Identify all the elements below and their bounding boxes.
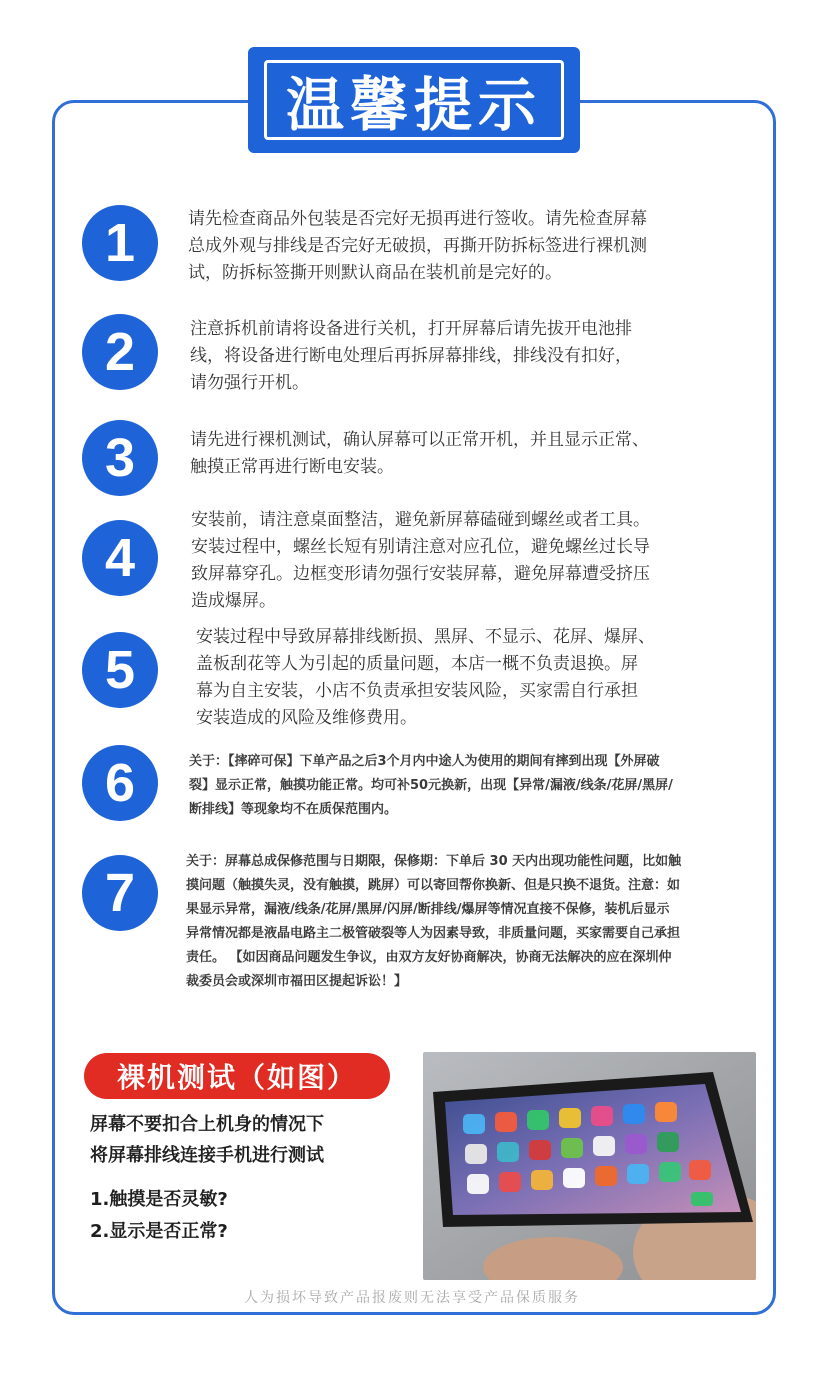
step-4-line: 安装前，请注意桌面整洁，避免新屏幕磕碰到螺丝或者工具。 xyxy=(191,510,650,530)
step-2-line: 注意拆机前请将设备进行关机，打开屏幕后请先拔开电池排 xyxy=(190,319,632,339)
step-4-line: 致屏幕穿孔。边框变形请勿强行安装屏幕，避免屏幕遭受挤压 xyxy=(191,564,650,584)
test-desc-2: 将屏幕排线连接手机进行测试 xyxy=(90,1145,324,1166)
step-7-line: 关于：屏幕总成保修范围与日期限，保修期：下单后 30 天内出现功能性问题，比如触 xyxy=(186,854,682,869)
footer-notice: 人为损坏导致产品报废则无法享受产品保质服务 xyxy=(244,1290,580,1306)
step-text-6 xyxy=(189,750,673,822)
step-number-1: 1 xyxy=(82,205,158,281)
step-text-3 xyxy=(190,427,649,481)
step-7-line: 果显示异常，漏液/线条/花屏/黑屏/闪屏/断排线/爆屏等情况直接不保修，装机后显示 xyxy=(186,902,670,917)
test-question-2: 2.显示是否正常? xyxy=(90,1221,228,1242)
step-text-1 xyxy=(188,206,647,287)
test-question-1: 1.触摸是否灵敏? xyxy=(90,1189,228,1210)
step-number-4: 4 xyxy=(82,520,158,596)
step-2-line: 线，将设备进行断电处理后再拆屏幕排线，排线没有扣好， xyxy=(190,346,632,366)
step-5-line: 幕为自主安装，小店不负责承担安装风险，买家需自行承担 xyxy=(196,681,638,701)
step-number-2: 2 xyxy=(82,314,158,390)
step-text-4 xyxy=(191,507,650,615)
step-1-line: 试，防拆标签撕开则默认商品在装机前是完好的。 xyxy=(188,263,562,283)
step-2-line: 请勿强行开机。 xyxy=(190,373,309,393)
step-5-line: 盖板刮花等人为引起的质量问题，本店一概不负责退换。屏 xyxy=(196,654,638,674)
step-7-line: 异常情况都是液晶电路主二极管破裂等人为因素导致，非质量问题，买家需要自己承担 xyxy=(186,926,681,941)
step-4-line: 安装过程中，螺丝长短有别请注意对应孔位，避免螺丝过长导 xyxy=(191,537,650,557)
test-title-badge: 裸机测试（如图） xyxy=(84,1053,390,1099)
step-3-line: 请先进行裸机测试，确认屏幕可以正常开机，并且显示正常、 xyxy=(190,430,649,450)
step-1-line: 请先检查商品外包装是否完好无损再进行签收。请先检查屏幕 xyxy=(188,209,647,229)
step-7-line: 摸问题（触摸失灵，没有触摸，跳屏）可以寄回帮你换新、但是只换不退货。注意：如 xyxy=(186,878,681,893)
step-text-2 xyxy=(190,316,632,397)
step-6-line: 断排线】等现象均不在质保范围内。 xyxy=(189,802,398,817)
page-title: 温馨提示 xyxy=(264,60,564,140)
step-5-line: 安装过程中导致屏幕排线断损、黑屏、不显示、花屏、爆屏、 xyxy=(196,627,655,647)
step-number-5: 5 xyxy=(82,632,158,708)
test-desc-1: 屏幕不要扣合上机身的情况下 xyxy=(90,1114,324,1135)
step-number-7: 7 xyxy=(82,855,158,931)
step-1-line: 总成外观与排线是否完好无破损，再撕开防拆标签进行裸机测 xyxy=(188,236,647,256)
step-5-line: 安装造成的风险及维修费用。 xyxy=(196,708,417,728)
step-3-line: 触摸正常再进行断电安装。 xyxy=(190,457,394,477)
title-banner xyxy=(248,47,580,153)
step-text-5 xyxy=(196,624,655,732)
step-7-line: 责任。 【如因商品问题发生争议，由双方友好协商解决，协商无法解决的应在深圳仲 xyxy=(186,950,672,965)
step-7-line: 裁委员会或深圳市福田区提起诉讼！】 xyxy=(186,974,408,989)
phone-test-photo xyxy=(423,1052,756,1280)
step-4-line: 造成爆屏。 xyxy=(191,591,276,611)
step-number-3: 3 xyxy=(82,420,158,496)
step-6-line: 裂】显示正常，触摸功能正常。均可补50元换新，出现【异常/漏液/线条/花屏/黑屏/ xyxy=(189,778,673,793)
step-number-6: 6 xyxy=(82,745,158,821)
step-text-7 xyxy=(186,850,681,994)
step-6-line: 关于：【摔碎可保】下单产品之后3个月内中途人为使用的期间有摔到出现【外屏破 xyxy=(189,754,660,769)
